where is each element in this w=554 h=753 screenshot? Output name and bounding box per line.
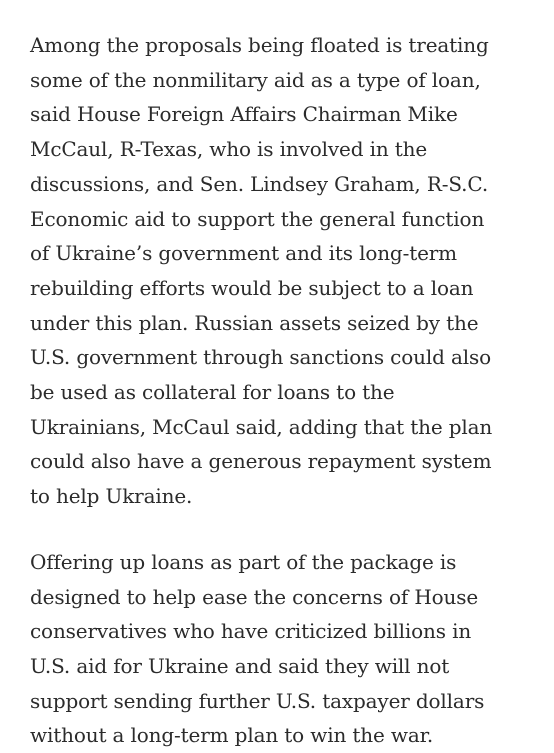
paragraph-line: rebuilding efforts would be subject to a loan: [30, 275, 474, 300]
paragraph-line: said House Foreign Affairs Chairman Mike: [30, 102, 458, 127]
article-paragraph-1: [30, 28, 538, 514]
paragraph-line: without a long-term plan to win the war.: [30, 723, 434, 748]
article-paragraph-2: [30, 545, 538, 753]
paragraph-line: Offering up loans as part of the package is: [30, 549, 457, 574]
paragraph-line: Ukrainians, McCaul said, adding that the plan: [30, 414, 493, 439]
paragraph-line: discussions, and Sen. Lindsey Graham, R-S.C.: [30, 171, 489, 196]
paragraph-line: McCaul, R-Texas, who is involved in the: [30, 137, 428, 162]
paragraph-line: some of the nonmilitary aid as a type of loan,: [30, 67, 481, 92]
paragraph-line: could also have a generous repayment system: [30, 449, 492, 474]
paragraph-line: Among the proposals being floated is treating: [30, 33, 489, 57]
paragraph-line: support sending further U.S. taxpayer dollars: [30, 688, 485, 713]
paragraph-line: U.S. government through sanctions could also: [30, 345, 491, 370]
paragraph-line: to help Ukraine.: [30, 484, 193, 509]
paragraph-line: U.S. aid for Ukraine and said they will not: [30, 653, 450, 678]
paragraph-line: Economic aid to support the general function: [30, 206, 485, 231]
paragraph-line: of Ukraine’s government and its long-term: [30, 241, 457, 266]
paragraph-line: under this plan. Russian assets seized by the: [30, 310, 479, 335]
paragraph-line: be used as collateral for loans to the: [30, 380, 395, 405]
paragraph-line: designed to help ease the concerns of House: [30, 584, 479, 609]
paragraph-line: conservatives who have criticized billions in: [30, 619, 472, 644]
